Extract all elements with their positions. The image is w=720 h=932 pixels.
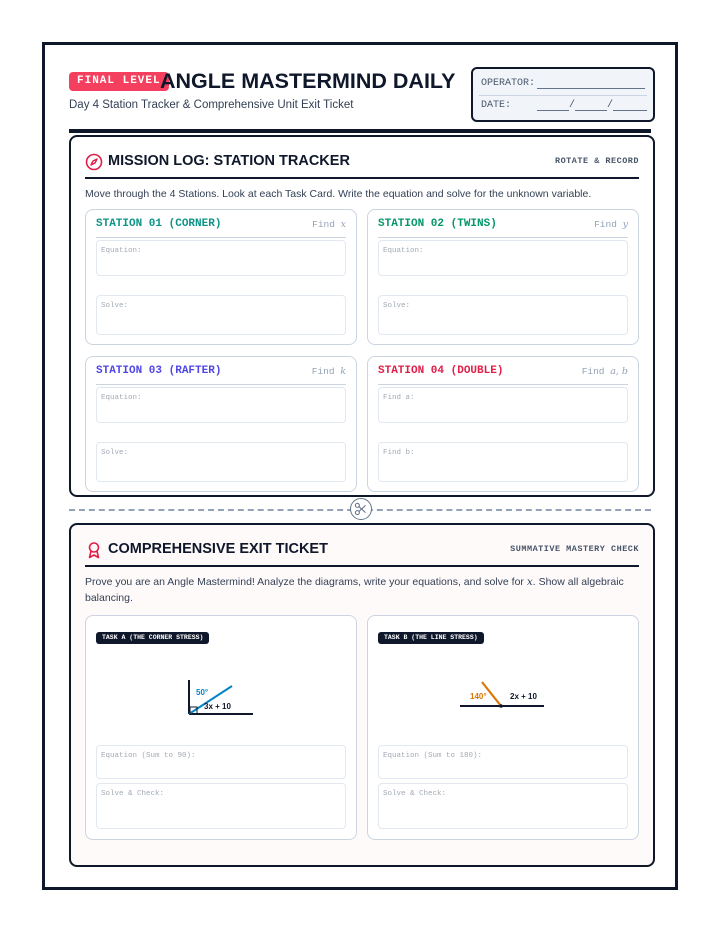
final-level-badge: FINAL LEVEL <box>69 72 169 91</box>
tracker-title: MISSION LOG: STATION TRACKER <box>108 153 350 169</box>
station-name: STATION 01 (CORNER) <box>96 218 222 230</box>
tracker-tag: ROTATE & RECORD <box>554 156 639 166</box>
divider <box>85 565 639 567</box>
task-a-card <box>85 615 357 840</box>
date-day-field[interactable] <box>575 99 607 111</box>
station-tracker-panel <box>69 135 655 497</box>
header-rule <box>69 129 651 133</box>
date-separator: / <box>569 100 576 111</box>
operator-row <box>481 77 645 89</box>
equation-field[interactable]: Equation: <box>378 240 628 276</box>
angle-label: 50° <box>196 688 209 697</box>
operator-field[interactable] <box>537 77 645 89</box>
equation-field[interactable]: Equation: <box>96 387 346 423</box>
angle-expression: 3x + 10 <box>204 702 231 711</box>
award-ribbon-icon <box>85 541 103 559</box>
date-label: DATE: <box>481 100 512 111</box>
station-header <box>378 218 628 238</box>
station-find: Find x <box>312 219 346 230</box>
date-row <box>481 99 647 111</box>
station-find: Find y <box>594 219 628 230</box>
operator-date-box <box>471 67 655 122</box>
station-find: Find k <box>311 366 346 377</box>
solve-check-field[interactable]: Solve & Check: <box>378 783 628 829</box>
date-year-field[interactable] <box>613 99 647 111</box>
task-b-card <box>367 615 639 840</box>
solve-check-field[interactable]: Solve & Check: <box>96 783 346 829</box>
compass-icon <box>85 153 103 171</box>
date-month-field[interactable] <box>537 99 569 111</box>
solve-field[interactable]: Solve: <box>96 442 346 482</box>
station-card-03 <box>85 356 357 492</box>
exit-ticket-panel <box>69 523 655 867</box>
divider <box>85 177 639 179</box>
angle-label: 140° <box>470 692 487 701</box>
exit-description: Prove you are an Angle Mastermind! Analyze the diagrams, write your equations, and solve for x. Show all algebraic balancing. <box>85 576 624 604</box>
station-card-02 <box>367 209 639 345</box>
solve-field[interactable]: Solve: <box>378 295 628 335</box>
station-header <box>96 365 346 385</box>
page-title: ANGLE MASTERMIND DAILY <box>160 69 456 93</box>
station-name: STATION 02 (TWINS) <box>378 218 497 230</box>
task-a-label: TASK A (THE CORNER STRESS) <box>96 632 209 644</box>
date-separator: / <box>607 100 614 111</box>
line-angle-diagram <box>378 660 630 736</box>
station-card-04 <box>367 356 639 492</box>
equation-field[interactable]: Equation (Sum to 90): <box>96 745 346 779</box>
equation-field[interactable]: Equation: <box>96 240 346 276</box>
tracker-description: Move through the 4 Stations. Look at each Task Card. Write the equation and solve for the unknown variable. <box>85 188 592 200</box>
page-subtitle: Day 4 Station Tracker & Comprehensive Unit Exit Ticket <box>69 99 354 111</box>
corner-angle-diagram <box>96 660 348 736</box>
operator-label: OPERATOR: <box>481 78 536 89</box>
scissors-icon <box>350 498 372 520</box>
station-card-01 <box>85 209 357 345</box>
station-header <box>378 365 628 385</box>
worksheet-page <box>42 42 678 890</box>
station-header <box>96 218 346 238</box>
exit-tag: SUMMATIVE MASTERY CHECK <box>510 544 639 554</box>
task-b-label: TASK B (THE LINE STRESS) <box>378 632 484 644</box>
station-name: STATION 04 (DOUBLE) <box>378 365 504 377</box>
station-name: STATION 03 (RAFTER) <box>96 365 222 377</box>
solve-field[interactable]: Solve: <box>96 295 346 335</box>
find-b-field[interactable]: Find b: <box>378 442 628 482</box>
divider <box>479 95 647 96</box>
station-find: Find a, b <box>581 366 628 377</box>
equation-field[interactable]: Equation (Sum to 180): <box>378 745 628 779</box>
exit-title: COMPREHENSIVE EXIT TICKET <box>108 541 328 557</box>
angle-expression: 2x + 10 <box>510 692 537 701</box>
find-a-field[interactable]: Find a: <box>378 387 628 423</box>
